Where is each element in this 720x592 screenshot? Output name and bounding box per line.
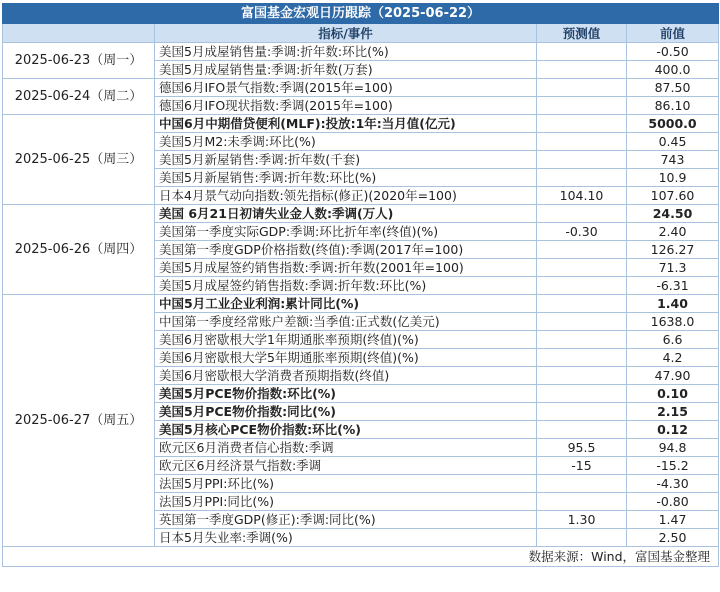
- previous-cell: 71.3: [627, 259, 719, 277]
- indicator-cell: 日本4月景气动向指数:领先指标(修正)(2020年=100): [155, 187, 537, 205]
- previous-cell: 94.8: [627, 439, 719, 457]
- calendar-table: [2, 3, 719, 567]
- indicator-cell: 欧元区6月消费者信心指数:季调: [155, 439, 537, 457]
- date-cell: 2025-06-26（周四）: [3, 205, 155, 295]
- forecast-cell: [537, 421, 627, 439]
- previous-cell: 1638.0: [627, 313, 719, 331]
- forecast-cell: [537, 277, 627, 295]
- forecast-cell: 104.10: [537, 187, 627, 205]
- calendar-body: [3, 43, 719, 547]
- previous-cell: 4.2: [627, 349, 719, 367]
- forecast-cell: [537, 493, 627, 511]
- indicator-cell: 中国第一季度经常账户差额:当季值:正式数(亿美元): [155, 313, 537, 331]
- indicator-cell: 美国5月成屋销售量:季调:折年数:环比(%): [155, 43, 537, 61]
- indicator-cell: 美国6月密歇根大学5年期通胀率预期(终值)(%): [155, 349, 537, 367]
- indicator-cell: 美国5月成屋签约销售指数:季调:折年数(2001年=100): [155, 259, 537, 277]
- table-title: 富国基金宏观日历跟踪（2025-06-22）: [3, 4, 719, 24]
- source-note: 数据来源：Wind，富国基金整理: [3, 547, 719, 567]
- previous-cell: 1.40: [627, 295, 719, 313]
- forecast-cell: [537, 313, 627, 331]
- forecast-cell: 1.30: [537, 511, 627, 529]
- forecast-cell: -15: [537, 457, 627, 475]
- forecast-cell: 95.5: [537, 439, 627, 457]
- previous-cell: 5000.0: [627, 115, 719, 133]
- previous-cell: -4.30: [627, 475, 719, 493]
- indicator-cell: 英国第一季度GDP(修正):季调:同比(%): [155, 511, 537, 529]
- forecast-cell: [537, 475, 627, 493]
- previous-cell: -15.2: [627, 457, 719, 475]
- previous-cell: 126.27: [627, 241, 719, 259]
- previous-cell: 6.6: [627, 331, 719, 349]
- macro-calendar: [2, 3, 718, 567]
- forecast-cell: [537, 97, 627, 115]
- date-cell: 2025-06-25（周三）: [3, 115, 155, 205]
- previous-cell: 743: [627, 151, 719, 169]
- header-row: [3, 24, 719, 43]
- forecast-cell: [537, 115, 627, 133]
- previous-cell: 87.50: [627, 79, 719, 97]
- header-forecast: 预测值: [537, 24, 627, 43]
- previous-cell: -0.50: [627, 43, 719, 61]
- indicator-cell: 美国5月M2:未季调:环比(%): [155, 133, 537, 151]
- table-row: [3, 115, 719, 133]
- previous-cell: 0.45: [627, 133, 719, 151]
- indicator-cell: 美国第一季度GDP价格指数(终值):季调(2017年=100): [155, 241, 537, 259]
- previous-cell: 47.90: [627, 367, 719, 385]
- previous-cell: 24.50: [627, 205, 719, 223]
- indicator-cell: 中国6月中期借贷便利(MLF):投放:1年:当月值(亿元): [155, 115, 537, 133]
- previous-cell: 10.9: [627, 169, 719, 187]
- header-date: [3, 24, 155, 43]
- table-row: [3, 79, 719, 97]
- indicator-cell: 美国5月成屋签约销售指数:季调:折年数:环比(%): [155, 277, 537, 295]
- forecast-cell: [537, 295, 627, 313]
- indicator-cell: 美国5月PCE物价指数:同比(%): [155, 403, 537, 421]
- source-row: [3, 547, 719, 567]
- title-row: [3, 4, 719, 24]
- indicator-cell: 美国 6月21日初请失业金人数:季调(万人): [155, 205, 537, 223]
- forecast-cell: [537, 205, 627, 223]
- indicator-cell: 欧元区6月经济景气指数:季调: [155, 457, 537, 475]
- previous-cell: 1.47: [627, 511, 719, 529]
- indicator-cell: 美国6月密歇根大学消费者预期指数(终值): [155, 367, 537, 385]
- date-cell: 2025-06-23（周一）: [3, 43, 155, 79]
- header-previous: 前值: [627, 24, 719, 43]
- table-row: [3, 205, 719, 223]
- previous-cell: 2.15: [627, 403, 719, 421]
- previous-cell: 400.0: [627, 61, 719, 79]
- forecast-cell: [537, 43, 627, 61]
- indicator-cell: 法国5月PPI:环比(%): [155, 475, 537, 493]
- forecast-cell: [537, 331, 627, 349]
- indicator-cell: 美国5月核心PCE物价指数:环比(%): [155, 421, 537, 439]
- previous-cell: 0.12: [627, 421, 719, 439]
- table-row: [3, 43, 719, 61]
- forecast-cell: [537, 385, 627, 403]
- header-indicator: 指标/事件: [155, 24, 537, 43]
- indicator-cell: 德国6月IFO景气指数:季调(2015年=100): [155, 79, 537, 97]
- indicator-cell: 美国5月PCE物价指数:环比(%): [155, 385, 537, 403]
- forecast-cell: [537, 367, 627, 385]
- forecast-cell: [537, 529, 627, 547]
- forecast-cell: [537, 133, 627, 151]
- indicator-cell: 美国6月密歇根大学1年期通胀率预期(终值)(%): [155, 331, 537, 349]
- forecast-cell: [537, 61, 627, 79]
- previous-cell: -0.80: [627, 493, 719, 511]
- forecast-cell: -0.30: [537, 223, 627, 241]
- previous-cell: 2.50: [627, 529, 719, 547]
- forecast-cell: [537, 151, 627, 169]
- date-cell: 2025-06-27（周五）: [3, 295, 155, 547]
- forecast-cell: [537, 79, 627, 97]
- previous-cell: 0.10: [627, 385, 719, 403]
- previous-cell: -6.31: [627, 277, 719, 295]
- indicator-cell: 日本5月失业率:季调(%): [155, 529, 537, 547]
- indicator-cell: 美国5月成屋销售量:季调:折年数(万套): [155, 61, 537, 79]
- forecast-cell: [537, 349, 627, 367]
- previous-cell: 2.40: [627, 223, 719, 241]
- previous-cell: 86.10: [627, 97, 719, 115]
- indicator-cell: 德国6月IFO现状指数:季调(2015年=100): [155, 97, 537, 115]
- date-cell: 2025-06-24（周二）: [3, 79, 155, 115]
- forecast-cell: [537, 259, 627, 277]
- forecast-cell: [537, 241, 627, 259]
- indicator-cell: 美国第一季度实际GDP:季调:环比折年率(终值)(%): [155, 223, 537, 241]
- indicator-cell: 美国5月新屋销售:季调:折年数(千套): [155, 151, 537, 169]
- indicator-cell: 法国5月PPI:同比(%): [155, 493, 537, 511]
- forecast-cell: [537, 403, 627, 421]
- previous-cell: 107.60: [627, 187, 719, 205]
- indicator-cell: 中国5月工业企业利润:累计同比(%): [155, 295, 537, 313]
- forecast-cell: [537, 169, 627, 187]
- table-row: [3, 295, 719, 313]
- indicator-cell: 美国5月新屋销售:季调:折年数:环比(%): [155, 169, 537, 187]
